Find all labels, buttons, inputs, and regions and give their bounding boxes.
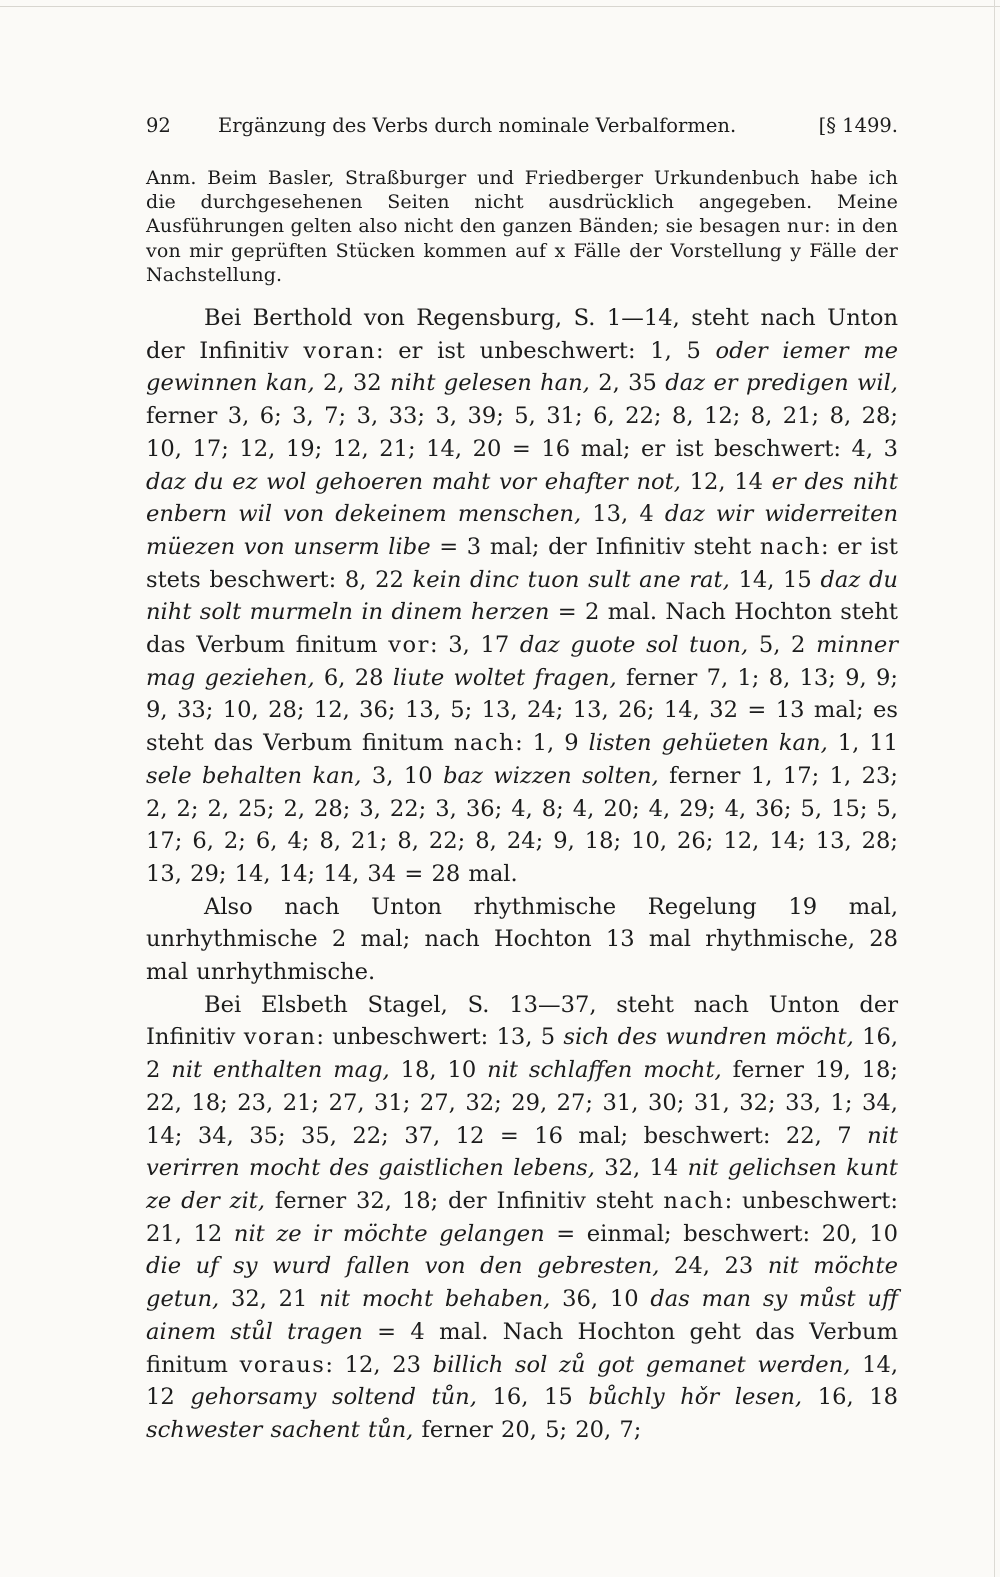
spaced-emphasis: voran [303, 337, 377, 364]
spaced-emphasis: voraus [239, 1351, 326, 1378]
text-run: 14, 12 [146, 1351, 899, 1411]
paragraph-summary [146, 891, 898, 989]
text-run: 13, 4 [581, 501, 665, 528]
text-run: : er ist unbeschwert: 1, 5 [376, 337, 716, 364]
text-run: : unbeschwert: 13, 5 [316, 1024, 564, 1051]
text-run: 32, 21 [219, 1286, 320, 1313]
text-run: 36, 10 [550, 1286, 651, 1313]
quoted-example: minner mag geziehen, [146, 632, 899, 691]
text-run: = einmal; beschwert: 20, 10 [544, 1220, 898, 1247]
quoted-example: schwester sachent tůn, [146, 1416, 414, 1443]
running-header [146, 114, 898, 142]
text-run: : 1, 9 [515, 730, 589, 757]
text-run: Anm. Beim Basler, Straßburger und Friedberger Urkundenbuch habe ich die durchgesehenen Seiten nicht ausdrücklich angegeben. Meine Ausführungen gelten also nicht den ganzen Bänden; sie besagen [146, 167, 898, 238]
spaced-emphasis: nach [663, 1187, 725, 1214]
text-run: ferner 1, 17; 1, 23; 2, 2; 2, 25; 2, 28; 3, 22; 3, 36; 4, 8; 4, 20; 4, 29; 4, 36; 5, 15; 5, 17; 6, 2; 6, 4; 8, 21; 8, 22; 8, 24; 9, 18; 10, 26; 12, 14; 13, 28; 13, 29; 14, 14; 14, 34 = 28 mal. [146, 762, 899, 887]
text-run: = 4 mal. Nach Hochton geht das Verbum finitum [146, 1318, 898, 1378]
quoted-example: bůchly hǒr lesen, [588, 1384, 803, 1411]
quoted-example: liute woltet fragen, [392, 664, 617, 691]
quoted-example: daz wir widerreiten müezen von unserm libe [146, 501, 899, 560]
quoted-example: billich sol zů got gemanet werden, [432, 1351, 851, 1378]
paragraph-berthold [146, 302, 898, 891]
quoted-example: baz wizzen solten, [443, 762, 659, 789]
text-run: 16, 15 [476, 1384, 589, 1411]
quoted-example: nit verirren mocht des gaistlichen lebens, [146, 1122, 898, 1182]
text-run: 14, 15 [729, 566, 821, 593]
quoted-example: sich des wundren möcht, [563, 1024, 854, 1051]
quoted-example: nit enthalten mag, [171, 1057, 390, 1084]
text-run: 2, 32 [314, 370, 391, 397]
text-run: : 3, 17 [429, 632, 520, 659]
spaced-emphasis: voran [243, 1024, 317, 1051]
text-run: ferner 19, 18; 22, 18; 23, 21; 27, 31; 27, 32; 29, 27; 31, 30; 31, 32; 33, 1; 34, 14; 34, 35; 35, 22; 37, 12 = 16 mal; beschwert: 22, 7 [146, 1057, 899, 1149]
quoted-example: sele behalten kan, [146, 762, 362, 789]
text-run: 24, 23 [659, 1253, 768, 1280]
text-run: ferner 32, 18; der Infinitiv steht [265, 1187, 664, 1214]
running-title: Ergänzung des Verbs durch nominale Verbalformen. [218, 114, 737, 137]
main-text [146, 302, 898, 1447]
spaced-emphasis: vor [388, 632, 430, 659]
quoted-example: oder iemer me gewinnen kan, [146, 337, 898, 397]
text-run: 12, 14 [680, 468, 772, 495]
quoted-example: nit mocht behaben, [319, 1286, 551, 1313]
text-run: : unbeschwert: 21, 12 [146, 1187, 898, 1247]
paragraph-elsbeth [146, 989, 898, 1447]
text-run: = 2 mal. Nach Hochton steht das Verbum finitum [146, 599, 898, 659]
quoted-example: das man sy můst uff ainem stůl tragen [146, 1286, 898, 1345]
text-run: 6, 28 [314, 664, 393, 691]
text-run: : in den von mir geprüften Stücken kommen auf x Fälle der Vorstellung y Fälle der Nachstellung. [146, 215, 898, 286]
text-run: ferner 20, 5; 20, 7; [413, 1416, 642, 1443]
quoted-example: nit möchte getun, [146, 1253, 898, 1313]
spaced-emphasis: nur [786, 215, 825, 238]
quoted-example: nit schlaffen mocht, [487, 1057, 722, 1084]
page-number: 92 [146, 114, 171, 137]
text-run: 1, 11 [827, 730, 899, 757]
section-reference: [§ 1499. [818, 114, 898, 137]
text-run: Also nach Unton rhythmische Regelung 19 mal, unrhythmische 2 mal; nach Hochton 13 mal rhythmische, 28 mal unrhythmische. [146, 893, 898, 986]
quoted-example: nit gelichsen kunt ze der zit, [146, 1155, 898, 1214]
text-run: = 3 mal; der Infinitiv steht [430, 533, 760, 560]
quoted-example: gehorsamy soltend tůn, [190, 1384, 477, 1411]
text-run: 16, 2 [146, 1024, 899, 1084]
quoted-example: daz du niht solt murmeln in dinem herzen [146, 566, 898, 626]
text-run: : 12, 23 [325, 1351, 433, 1378]
spaced-emphasis: nach [759, 533, 822, 560]
quoted-example: niht gelesen han, [390, 370, 590, 397]
text-run: Bei Berthold von Regensburg, S. 1—14, steht nach Unton der Infinitiv [146, 305, 898, 364]
text-run: 32, 14 [594, 1155, 688, 1182]
text-run: Bei Elsbeth Stagel, S. 13—37, steht nach Unton der Infinitiv [146, 991, 898, 1051]
quoted-example: die uf sy wurd fallen von den gebresten, [146, 1253, 660, 1280]
text-run: ferner 3, 6; 3, 7; 3, 33; 3, 39; 5, 31; 6, 22; 8, 12; 8, 21; 8, 28; 10, 17; 12, 19; 12, 21; 14, 20 = 16 mal; er ist beschwert: 4, 3 [146, 403, 898, 462]
text-run: : er ist stets beschwert: 8, 22 [146, 533, 899, 593]
quoted-example: er des niht enbern wil von dekeinem menschen, [146, 468, 898, 528]
text-run: 16, 18 [802, 1384, 898, 1411]
scan-edge-right [994, 0, 995, 1577]
quoted-example: kein dinc tuon sult ane rat, [412, 566, 730, 593]
quoted-example: nit ze ir möchte gelangen [233, 1220, 545, 1247]
text-run: 3, 10 [361, 762, 444, 789]
quoted-example: daz guote sol tuon, [519, 632, 749, 659]
quoted-example: daz du ez wol gehoeren maht vor ehafter not, [146, 468, 681, 495]
scan-edge-top [0, 6, 1000, 7]
text-run: 5, 2 [748, 632, 817, 659]
quoted-example: daz er predigen wil, [665, 370, 898, 397]
spaced-emphasis: nach [453, 730, 516, 757]
text-run: ferner 7, 1; 8, 13; 9, 9; 9, 33; 10, 28; 12, 36; 13, 5; 13, 24; 13, 26; 14, 32 = 13 mal; es steht das Verbum finitum [146, 664, 899, 757]
quoted-example: listen gehüeten kan, [588, 730, 828, 757]
text-run: 2, 35 [589, 370, 666, 397]
text-run: 18, 10 [389, 1057, 488, 1084]
footnote-annotation [146, 166, 898, 287]
